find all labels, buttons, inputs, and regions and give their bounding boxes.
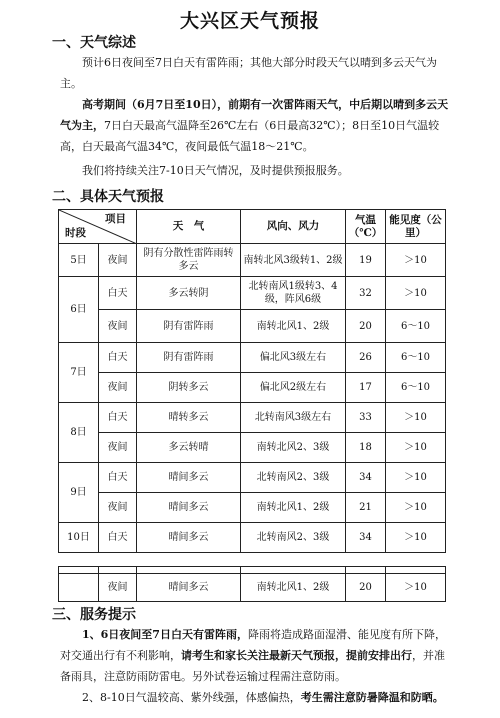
row-wind: 南转北风3级转1、2级 xyxy=(241,244,346,277)
forecast-table-continuation xyxy=(58,566,446,602)
table-row xyxy=(59,433,446,463)
table-corner-cell xyxy=(59,210,137,244)
corner-label-item: 项目 xyxy=(105,213,126,225)
row-visibility: ＞10 xyxy=(386,493,446,523)
tips-1-text-b: 降雨将造成路面湿滑、能见度有所下降，对交通出行有不利影响， xyxy=(60,628,446,662)
row-wind: 南转北风1、2级 xyxy=(241,493,346,523)
row-period: 白天 xyxy=(99,403,137,433)
row-period: 夜间 xyxy=(99,373,137,403)
row-temperature: 32 xyxy=(346,277,386,310)
row-period: 白天 xyxy=(99,343,137,373)
row-wind: 北转南风3级左右 xyxy=(241,403,346,433)
row-visibility: 6～10 xyxy=(386,310,446,343)
row-visibility: ＞10 xyxy=(386,403,446,433)
overview-detail: 7日白天最高气温降至26℃左右（6日最高32℃）；8日至10日气温较高，白天最高气温34℃，夜间最低气温18～21℃。 xyxy=(60,119,440,153)
row-date: 7日 xyxy=(59,343,99,403)
table-row xyxy=(59,403,446,433)
row-weather: 多云转晴 xyxy=(137,433,241,463)
table-row xyxy=(59,244,446,277)
row-wind: 北转南风2、3级 xyxy=(241,463,346,493)
row-temperature: 26 xyxy=(346,343,386,373)
row-wind: 北转南风1级转3、4级，阵风6级 xyxy=(241,277,346,310)
row-temperature: 34 xyxy=(346,523,386,553)
row-temperature: 19 xyxy=(346,244,386,277)
row-wind: 南转北风1、2级 xyxy=(241,310,346,343)
row-date: 5日 xyxy=(59,244,99,277)
table-row xyxy=(59,373,446,403)
row-wind: 南转北风1、2级 xyxy=(241,574,346,602)
tips-1-bold-c: 请考生和家长关注最新天气预报，提前安排出行 xyxy=(181,649,412,662)
table-row xyxy=(59,277,446,310)
tips-2-text-a: 2、8-10日气温较高、紫外线强，体感偏热， xyxy=(82,691,301,704)
overview-paragraph-1: 预计6日夜间至7日白天有雷阵雨；其他大部分时段天气以晴到多云天气为主。 xyxy=(60,56,437,90)
row-period: 夜间 xyxy=(99,493,137,523)
row-wind: 北转南风2、3级 xyxy=(241,523,346,553)
tips-paragraph-2 xyxy=(60,687,450,708)
header-weather: 天 气 xyxy=(137,210,241,244)
table-row xyxy=(59,574,446,602)
table-row xyxy=(59,310,446,343)
row-visibility: 6～10 xyxy=(386,373,446,403)
row-temperature: 20 xyxy=(346,574,386,602)
row-weather: 多云转阴 xyxy=(137,277,241,310)
forecast-table xyxy=(58,209,446,553)
row-temperature: 21 xyxy=(346,493,386,523)
row-temperature: 17 xyxy=(346,373,386,403)
page-title: 大兴区天气预报 xyxy=(179,10,320,32)
row-visibility: ＞10 xyxy=(386,523,446,553)
row-period: 夜间 xyxy=(99,574,137,602)
row-period: 夜间 xyxy=(99,310,137,343)
row-weather: 阴有雷阵雨 xyxy=(137,310,241,343)
tips-1-bold-a: 1、6日夜间至7日白天有雷阵雨， xyxy=(82,628,248,641)
row-temperature: 33 xyxy=(346,403,386,433)
table-row xyxy=(59,493,446,523)
row-weather: 晴间多云 xyxy=(137,523,241,553)
row-visibility: 6～10 xyxy=(386,343,446,373)
row-temperature: 34 xyxy=(346,463,386,493)
header-temperature: 气温（℃） xyxy=(346,210,386,244)
row-weather: 晴转多云 xyxy=(137,403,241,433)
table-header-row xyxy=(59,210,446,244)
overview-paragraph-2 xyxy=(60,94,450,157)
row-weather: 阴有分散性雷阵雨转多云 xyxy=(137,244,241,277)
row-weather: 阴转多云 xyxy=(137,373,241,403)
row-date: 10日 xyxy=(59,523,99,553)
row-period: 白天 xyxy=(99,523,137,553)
row-period: 夜间 xyxy=(99,244,137,277)
row-period: 白天 xyxy=(99,277,137,310)
row-weather: 晴间多云 xyxy=(137,493,241,523)
section-heading-tips: 三、服务提示 xyxy=(52,607,136,623)
row-wind: 偏北风3级左右 xyxy=(241,343,346,373)
row-weather: 晴间多云 xyxy=(137,574,241,602)
row-visibility: ＞10 xyxy=(386,277,446,310)
row-temperature: 20 xyxy=(346,310,386,343)
table-row xyxy=(59,523,446,553)
section-heading-forecast: 二、具体天气预报 xyxy=(52,189,164,205)
table-row xyxy=(59,343,446,373)
section-heading-overview: 一、天气综述 xyxy=(52,35,136,51)
row-visibility: ＞10 xyxy=(386,244,446,277)
row-wind: 偏北风2级左右 xyxy=(241,373,346,403)
row-date: 8日 xyxy=(59,403,99,463)
overview-highlight: 高考期间（6月7日至10日），前期有一次雷阵雨天气，中后期以晴到多云天气为主， xyxy=(60,98,449,132)
corner-label-period: 时段 xyxy=(65,227,86,239)
table-row xyxy=(59,463,446,493)
row-period: 白天 xyxy=(99,463,137,493)
row-visibility: ＞10 xyxy=(386,574,446,602)
overview-paragraph-3: 我们将持续关注7-10日天气情况，及时提供预报服务。 xyxy=(82,164,349,177)
row-date xyxy=(59,574,99,602)
header-wind: 风向、风力 xyxy=(241,210,346,244)
row-wind: 南转北风2、3级 xyxy=(241,433,346,463)
row-date: 9日 xyxy=(59,463,99,523)
row-visibility: ＞10 xyxy=(386,463,446,493)
row-weather: 阴有雷阵雨 xyxy=(137,343,241,373)
row-temperature: 18 xyxy=(346,433,386,463)
table-spacer-row xyxy=(59,567,446,574)
row-visibility: ＞10 xyxy=(386,433,446,463)
tips-1-text-d: ，并准备雨具，注意防雨防雷电。另外试卷运输过程需注意防雨。 xyxy=(60,649,445,683)
header-visibility: 能见度（公里） xyxy=(386,210,446,244)
row-period: 夜间 xyxy=(99,433,137,463)
tips-paragraph-1 xyxy=(60,624,450,687)
row-weather: 晴间多云 xyxy=(137,463,241,493)
tips-2-bold-b: 考生需注意防暑降温和防晒。 xyxy=(300,691,444,704)
row-date: 6日 xyxy=(59,277,99,343)
